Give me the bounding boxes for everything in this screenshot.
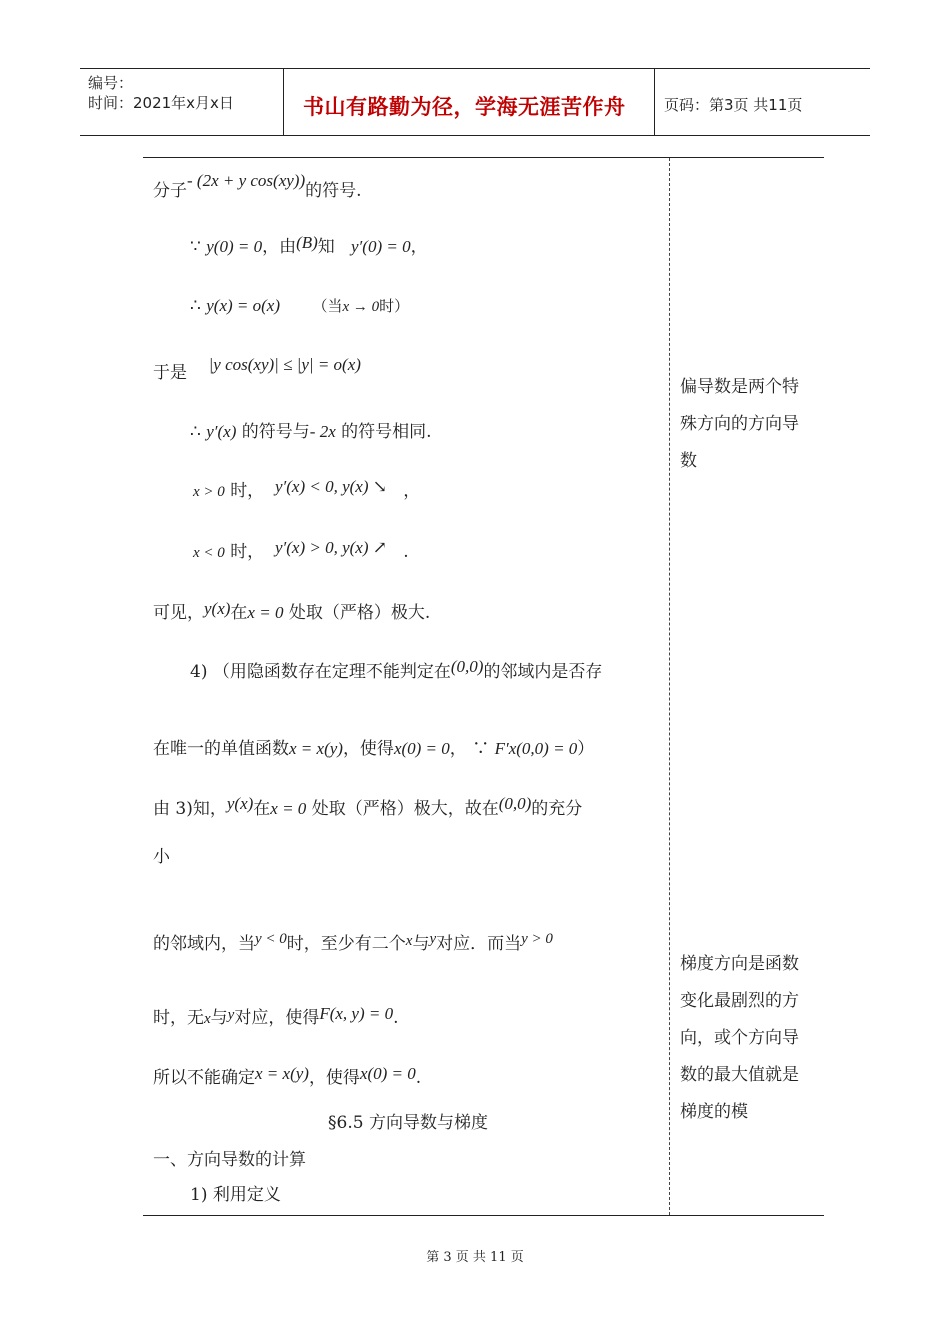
- line-15: 所以不能确定x = x(y)，使得x(0) = 0.: [153, 1064, 422, 1088]
- line-5: ∴ y′(x) 的符号与- 2x 的符号相同.: [190, 422, 432, 442]
- line-11: 由 3)知，y(x)在x = 0 处取（严格）极大，故在(0,0)的充分: [153, 794, 583, 819]
- line-8: 可见，y(x)在x = 0 处取（严格）极大.: [153, 599, 431, 623]
- line-14: 时，无x与y对应，使得F(x, y) = 0.: [153, 1004, 399, 1028]
- side-note-gradient: 梯度方向是函数 变化最剧烈的方 向，或个方向导 数的最大值就是 梯度的模: [680, 954, 799, 1122]
- section-title: §6.5 方向导数与梯度: [328, 1113, 488, 1133]
- header-divider-1: [283, 68, 284, 136]
- line-10: 在唯一的单值函数x = x(y)，使得x(0) = 0， ∵ F′x(0,0) = 0）: [153, 739, 595, 759]
- side-note-partial-derivative: 偏导数是两个特 殊方向的方向导 数: [680, 377, 799, 471]
- header-time-label: 时间：2021年x月x日: [88, 94, 234, 112]
- line-7: x < 0 时， y′(x) > 0, y(x) ↗ .: [193, 538, 409, 562]
- page-footer: 第 3 页 共 11 页: [426, 1250, 524, 1265]
- header-motto: 书山有路勤为径，学海无涯苦作舟: [303, 95, 626, 119]
- header-number-label: 编号：: [88, 74, 134, 92]
- content-column-divider: [669, 158, 670, 1215]
- line-13: 的邻域内，当y < 0时，至少有二个x与y对应．而当y > 0: [153, 931, 553, 954]
- line-6: x > 0 时， y′(x) < 0, y(x) ↘ ，: [193, 477, 421, 501]
- line-12: 小: [153, 847, 170, 867]
- line-3: ∴ y(x) = o(x) （当x → 0时）: [190, 296, 410, 316]
- header-page-info: 页码：第3页 共11页: [664, 96, 803, 114]
- header-divider-2: [654, 68, 655, 136]
- math-numerator: - (2x + y cos(xy)): [187, 171, 306, 190]
- line-4: 于是 |y cos(xy)| ≤ |y| = o(x): [153, 355, 361, 383]
- line-1: 分子- (2x + y cos(xy))的符号.: [153, 171, 362, 201]
- content-top-border: [143, 157, 824, 158]
- line-9: 4) （用隐函数存在定理不能判定在(0,0)的邻域内是否存: [190, 657, 603, 682]
- subsection-heading: 一、方向导数的计算: [153, 1150, 306, 1170]
- content-bottom-border: [143, 1215, 824, 1216]
- header-bottom-border: [80, 135, 870, 136]
- header-top-border: [80, 68, 870, 69]
- sub-item: 1) 利用定义: [190, 1185, 281, 1205]
- line-2: ∵ y(0) = 0，由(B)知 y′(0) = 0，: [190, 233, 428, 257]
